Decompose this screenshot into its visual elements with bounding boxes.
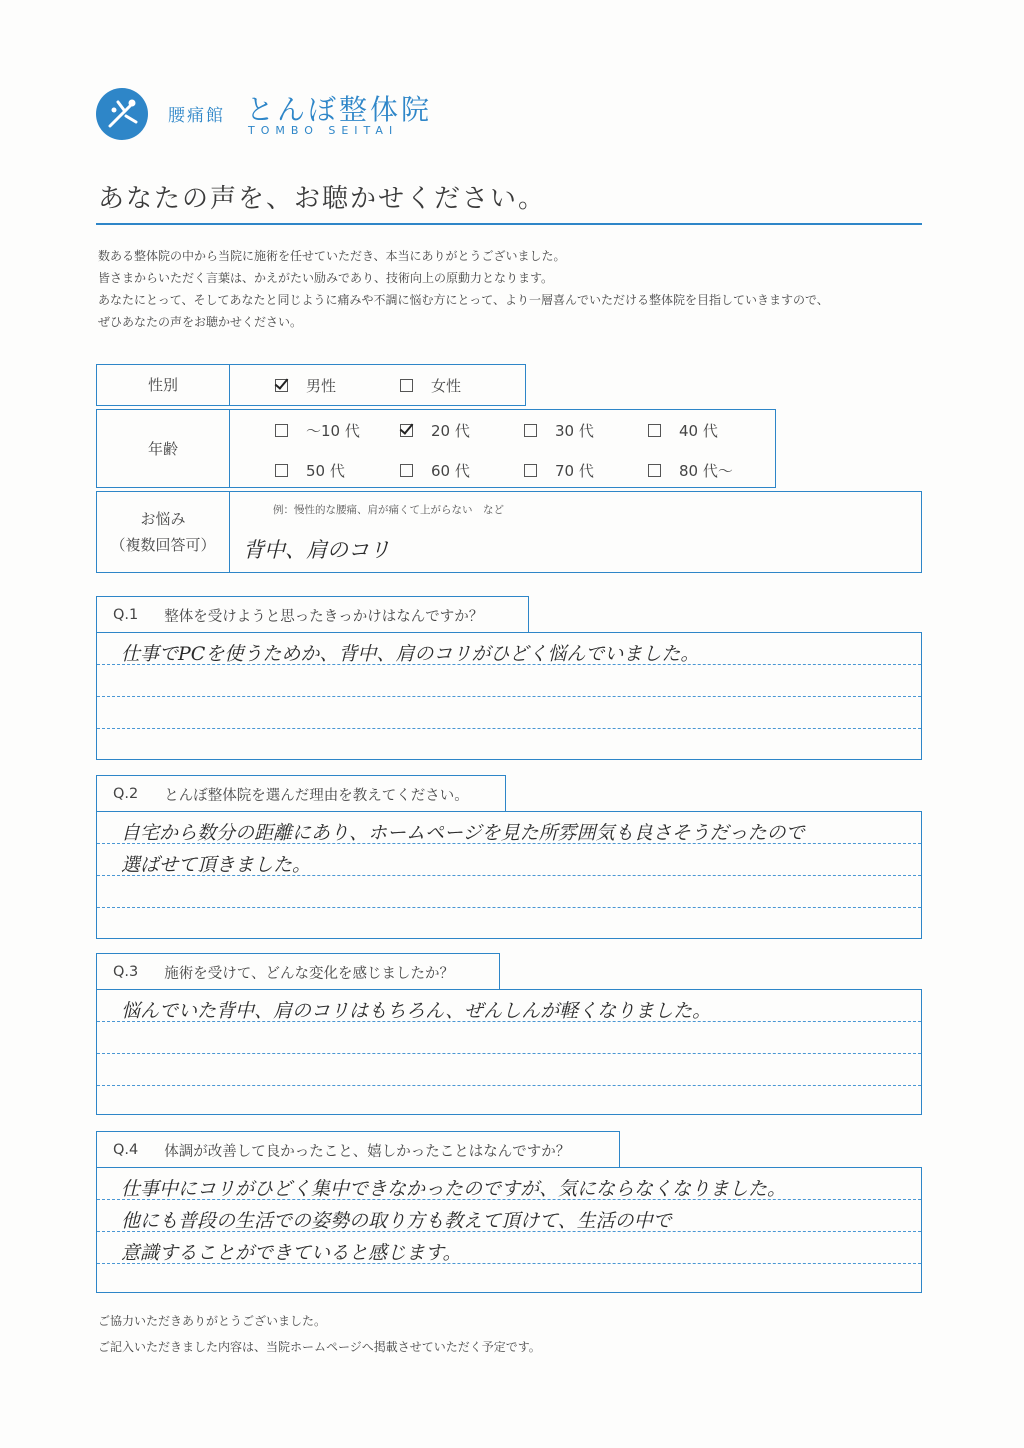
concern-row (96, 491, 922, 573)
answer-text: 仕事でPCを使うためか、背中、肩のコリがひどく悩んでいました。 (121, 643, 700, 665)
age-option-20s[interactable]: 20 代 (400, 420, 470, 441)
checkbox-icon[interactable] (275, 424, 288, 437)
answer-text: 他にも普段の生活での姿勢の取り方も教えて頂けて、生活の中で (121, 1210, 672, 1232)
checkbox-icon[interactable] (400, 464, 413, 477)
footer-text (98, 1308, 541, 1360)
age-option-30s[interactable]: 30 代 (524, 420, 594, 441)
question-text: とんぼ整体院を選んだ理由を教えてください。 (164, 787, 469, 804)
age-option-50s[interactable]: 50 代 (275, 460, 345, 481)
age-row (96, 409, 776, 488)
answer-line (97, 696, 921, 697)
question-2-header (96, 775, 506, 812)
checkbox-icon[interactable] (275, 464, 288, 477)
gender-row (96, 364, 526, 406)
footer-line: ご協力いただきありがとうございました。 (98, 1314, 327, 1328)
gender-option-female[interactable]: 女性 (400, 375, 461, 396)
age-option-80s[interactable]: 80 代～ (648, 460, 733, 481)
question-number: Q.3 (113, 964, 139, 980)
answer-text: 仕事中にコリがひどく集中できなかったのですが、気にならなくなりました。 (121, 1178, 787, 1200)
gender-option-male[interactable]: 男性 (275, 375, 336, 396)
dragonfly-logo-icon (96, 88, 148, 140)
checkbox-icon[interactable] (400, 379, 413, 392)
page-title: あなたの声を、お聴かせください。 (98, 184, 547, 214)
intro-line: 皆さまからいただく言葉は、かえがたい励みであり、技術向上の原動力となります。 (98, 271, 554, 285)
checkbox-icon[interactable] (648, 464, 661, 477)
answer-text: 選ばせて頂きました。 (121, 854, 312, 876)
checkbox-icon[interactable] (524, 424, 537, 437)
question-3-header (96, 953, 500, 990)
question-2-answer-area[interactable] (96, 811, 922, 939)
answer-line (97, 1085, 921, 1086)
answer-line (97, 1053, 921, 1054)
question-1-header (96, 596, 529, 633)
question-number: Q.1 (113, 607, 139, 623)
brand-roman: TOMBO SEITAI (248, 124, 399, 137)
question-text: 施術を受けて、どんな変化を感じましたか？ (164, 965, 454, 982)
age-option-70s[interactable]: 70 代 (524, 460, 594, 481)
answer-text: 自宅から数分の距離にあり、ホームページを見た所雰囲気も良さそうだったので (121, 822, 805, 844)
age-option-40s[interactable]: 40 代 (648, 420, 718, 441)
question-number: Q.4 (113, 1142, 139, 1158)
age-label: 年齢 (97, 410, 230, 487)
question-number: Q.2 (113, 786, 139, 802)
checkbox-icon[interactable] (524, 464, 537, 477)
gender-label: 性別 (97, 365, 230, 405)
answer-line (97, 728, 921, 729)
question-text: 整体を受けようと思ったきっかけはなんですか？ (164, 608, 484, 625)
intro-line: ぜひあなたの声をお聴かせください。 (98, 315, 303, 329)
question-text: 体調が改善して良かったこと、嬉しかったことはなんですか？ (164, 1143, 571, 1160)
age-option-60s[interactable]: 60 代 (400, 460, 470, 481)
question-4-header (96, 1131, 620, 1168)
intro-line: あなたにとって、そしてあなたと同じように痛みや不調に悩む方にとって、より一層喜んでいただける整体院を目指していきますので、 (98, 293, 829, 307)
intro-text (98, 245, 829, 333)
question-1-answer-area[interactable] (96, 632, 922, 760)
footer-line: ご記入いただきました内容は、当院ホームページへ掲載させていただく予定です。 (98, 1340, 541, 1354)
checkbox-checked-icon[interactable] (275, 379, 288, 392)
concern-label: お悩み （複数回答可） (97, 492, 230, 572)
checkbox-checked-icon[interactable] (400, 424, 413, 437)
brand-small: 腰痛館 (168, 106, 225, 126)
answer-text: 意識することができていると感じます。 (121, 1242, 462, 1264)
question-3-answer-area[interactable] (96, 989, 922, 1115)
title-rule (96, 223, 922, 225)
age-option-10s[interactable]: ～10 代 (275, 420, 360, 441)
checkbox-icon[interactable] (648, 424, 661, 437)
concern-answer[interactable]: 背中、肩のコリ (243, 538, 390, 562)
intro-line: 数ある整体院の中から当院に施術を任せていただき、本当にありがとうございました。 (98, 249, 566, 263)
answer-line (97, 907, 921, 908)
concern-hint: 例：慢性的な腰痛、肩が痛くて上がらない など (273, 504, 504, 516)
brand-name: とんぼ整体院 (246, 93, 433, 126)
question-4-answer-area[interactable] (96, 1167, 922, 1293)
answer-text: 悩んでいた背中、肩のコリはもちろん、ぜんしんが軽くなりました。 (121, 1000, 712, 1022)
